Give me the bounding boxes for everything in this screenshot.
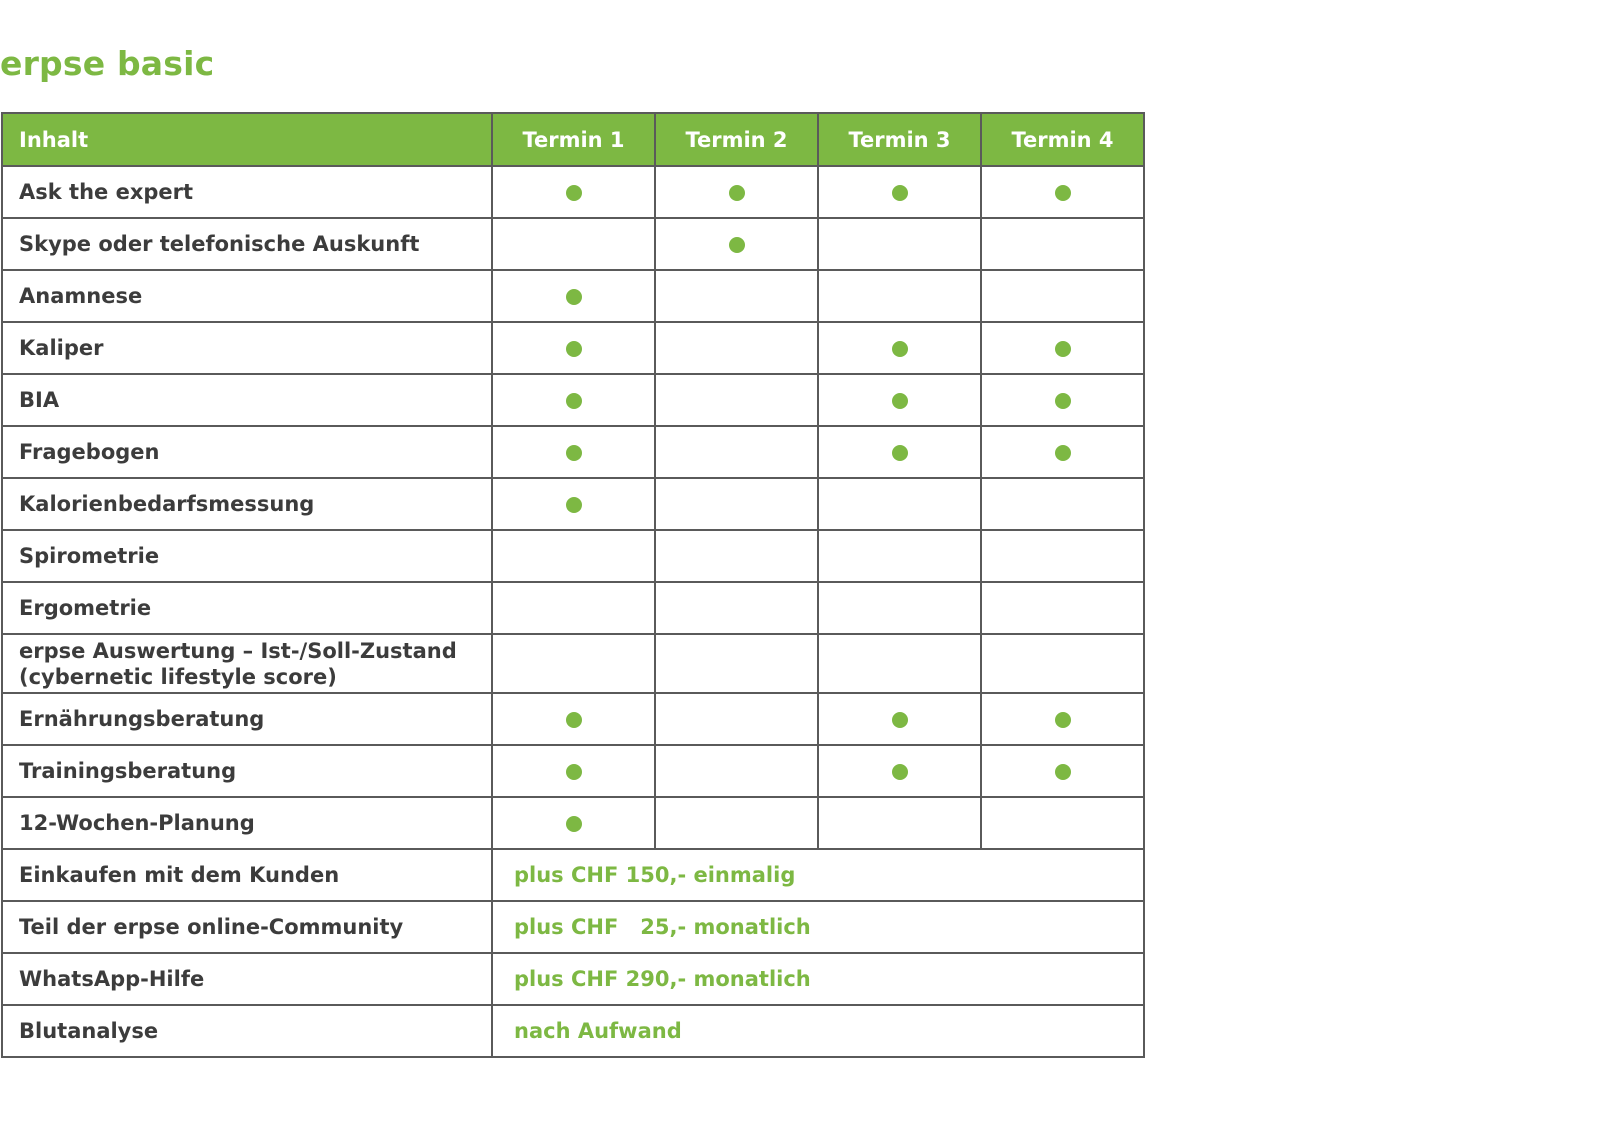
included-dot-icon xyxy=(566,393,582,409)
page-title: erpse basic xyxy=(0,44,215,83)
termin-1-cell xyxy=(492,745,655,797)
plan-table xyxy=(1,112,1145,1058)
termin-3-cell xyxy=(818,218,981,270)
row-label: Trainingsberatung xyxy=(2,745,492,797)
included-dot-icon xyxy=(892,445,908,461)
price-row xyxy=(2,1005,1144,1057)
header-termin-3: Termin 3 xyxy=(818,113,981,166)
row-label: Teil der erpse online-Community xyxy=(2,901,492,953)
termin-4-cell xyxy=(981,634,1144,693)
included-dot-icon xyxy=(1055,341,1071,357)
termin-3-cell xyxy=(818,374,981,426)
termin-4-cell xyxy=(981,426,1144,478)
termin-4-cell xyxy=(981,530,1144,582)
row-label: WhatsApp-Hilfe xyxy=(2,953,492,1005)
row-label: Spirometrie xyxy=(2,530,492,582)
table-body xyxy=(2,166,1144,1057)
table-row xyxy=(2,426,1144,478)
termin-1-cell xyxy=(492,218,655,270)
included-dot-icon xyxy=(1055,393,1071,409)
termin-4-cell xyxy=(981,478,1144,530)
included-dot-icon xyxy=(566,445,582,461)
termin-2-cell xyxy=(655,797,818,849)
header-termin-2: Termin 2 xyxy=(655,113,818,166)
termin-3-cell xyxy=(818,530,981,582)
included-dot-icon xyxy=(566,497,582,513)
termin-2-cell xyxy=(655,634,818,693)
termin-1-cell xyxy=(492,693,655,745)
termin-4-cell xyxy=(981,166,1144,218)
termin-4-cell xyxy=(981,322,1144,374)
table-row xyxy=(2,218,1144,270)
termin-1-cell xyxy=(492,478,655,530)
termin-1-cell xyxy=(492,426,655,478)
price-value: nach Aufwand xyxy=(492,1005,1144,1057)
header-termin-1: Termin 1 xyxy=(492,113,655,166)
termin-2-cell xyxy=(655,478,818,530)
termin-4-cell xyxy=(981,745,1144,797)
termin-4-cell xyxy=(981,693,1144,745)
termin-1-cell xyxy=(492,530,655,582)
termin-2-cell xyxy=(655,218,818,270)
termin-3-cell xyxy=(818,797,981,849)
row-label: Ergometrie xyxy=(2,582,492,634)
included-dot-icon xyxy=(566,816,582,832)
row-label: Kalorienbedarfsmessung xyxy=(2,478,492,530)
table-row xyxy=(2,797,1144,849)
included-dot-icon xyxy=(892,341,908,357)
row-label: Ernährungsberatung xyxy=(2,693,492,745)
termin-2-cell xyxy=(655,582,818,634)
table-row xyxy=(2,693,1144,745)
included-dot-icon xyxy=(892,185,908,201)
table-row xyxy=(2,745,1144,797)
price-value: plus CHF 290,- monatlich xyxy=(492,953,1144,1005)
table-row xyxy=(2,530,1144,582)
termin-3-cell xyxy=(818,634,981,693)
termin-3-cell xyxy=(818,745,981,797)
included-dot-icon xyxy=(729,237,745,253)
table-row xyxy=(2,582,1144,634)
included-dot-icon xyxy=(566,185,582,201)
termin-1-cell xyxy=(492,166,655,218)
termin-2-cell xyxy=(655,166,818,218)
table-row xyxy=(2,270,1144,322)
termin-3-cell xyxy=(818,166,981,218)
termin-4-cell xyxy=(981,218,1144,270)
row-label: Kaliper xyxy=(2,322,492,374)
termin-1-cell xyxy=(492,270,655,322)
price-value: plus CHF 25,- monatlich xyxy=(492,901,1144,953)
termin-3-cell xyxy=(818,426,981,478)
included-dot-icon xyxy=(566,712,582,728)
table-row xyxy=(2,634,1144,693)
row-label: BIA xyxy=(2,374,492,426)
included-dot-icon xyxy=(1055,712,1071,728)
header-inhalt: Inhalt xyxy=(2,113,492,166)
row-label: 12-Wochen-Planung xyxy=(2,797,492,849)
table-header-row xyxy=(2,113,1144,166)
row-label: Einkaufen mit dem Kunden xyxy=(2,849,492,901)
termin-2-cell xyxy=(655,426,818,478)
termin-3-cell xyxy=(818,582,981,634)
termin-2-cell xyxy=(655,374,818,426)
included-dot-icon xyxy=(892,393,908,409)
included-dot-icon xyxy=(892,764,908,780)
termin-3-cell xyxy=(818,478,981,530)
price-value: plus CHF 150,- einmalig xyxy=(492,849,1144,901)
termin-2-cell xyxy=(655,693,818,745)
termin-1-cell xyxy=(492,374,655,426)
table-row xyxy=(2,478,1144,530)
termin-2-cell xyxy=(655,322,818,374)
included-dot-icon xyxy=(729,185,745,201)
termin-1-cell xyxy=(492,634,655,693)
termin-4-cell xyxy=(981,582,1144,634)
row-label: Skype oder telefonische Auskunft xyxy=(2,218,492,270)
table-row xyxy=(2,322,1144,374)
included-dot-icon xyxy=(1055,185,1071,201)
termin-1-cell xyxy=(492,322,655,374)
termin-2-cell xyxy=(655,270,818,322)
included-dot-icon xyxy=(566,764,582,780)
price-row xyxy=(2,849,1144,901)
row-label: Blutanalyse xyxy=(2,1005,492,1057)
row-label: erpse Auswertung – Ist-/Soll-Zustand (cybernetic lifestyle score) xyxy=(2,634,492,693)
included-dot-icon xyxy=(566,341,582,357)
termin-2-cell xyxy=(655,530,818,582)
row-label: Fragebogen xyxy=(2,426,492,478)
termin-3-cell xyxy=(818,322,981,374)
termin-4-cell xyxy=(981,374,1144,426)
price-row xyxy=(2,901,1144,953)
included-dot-icon xyxy=(892,712,908,728)
included-dot-icon xyxy=(566,289,582,305)
table-row xyxy=(2,374,1144,426)
termin-3-cell xyxy=(818,693,981,745)
termin-4-cell xyxy=(981,797,1144,849)
termin-2-cell xyxy=(655,745,818,797)
termin-1-cell xyxy=(492,582,655,634)
price-row xyxy=(2,953,1144,1005)
row-label: Ask the expert xyxy=(2,166,492,218)
header-termin-4: Termin 4 xyxy=(981,113,1144,166)
table-row xyxy=(2,166,1144,218)
included-dot-icon xyxy=(1055,764,1071,780)
termin-4-cell xyxy=(981,270,1144,322)
row-label: Anamnese xyxy=(2,270,492,322)
termin-3-cell xyxy=(818,270,981,322)
termin-1-cell xyxy=(492,797,655,849)
included-dot-icon xyxy=(1055,445,1071,461)
